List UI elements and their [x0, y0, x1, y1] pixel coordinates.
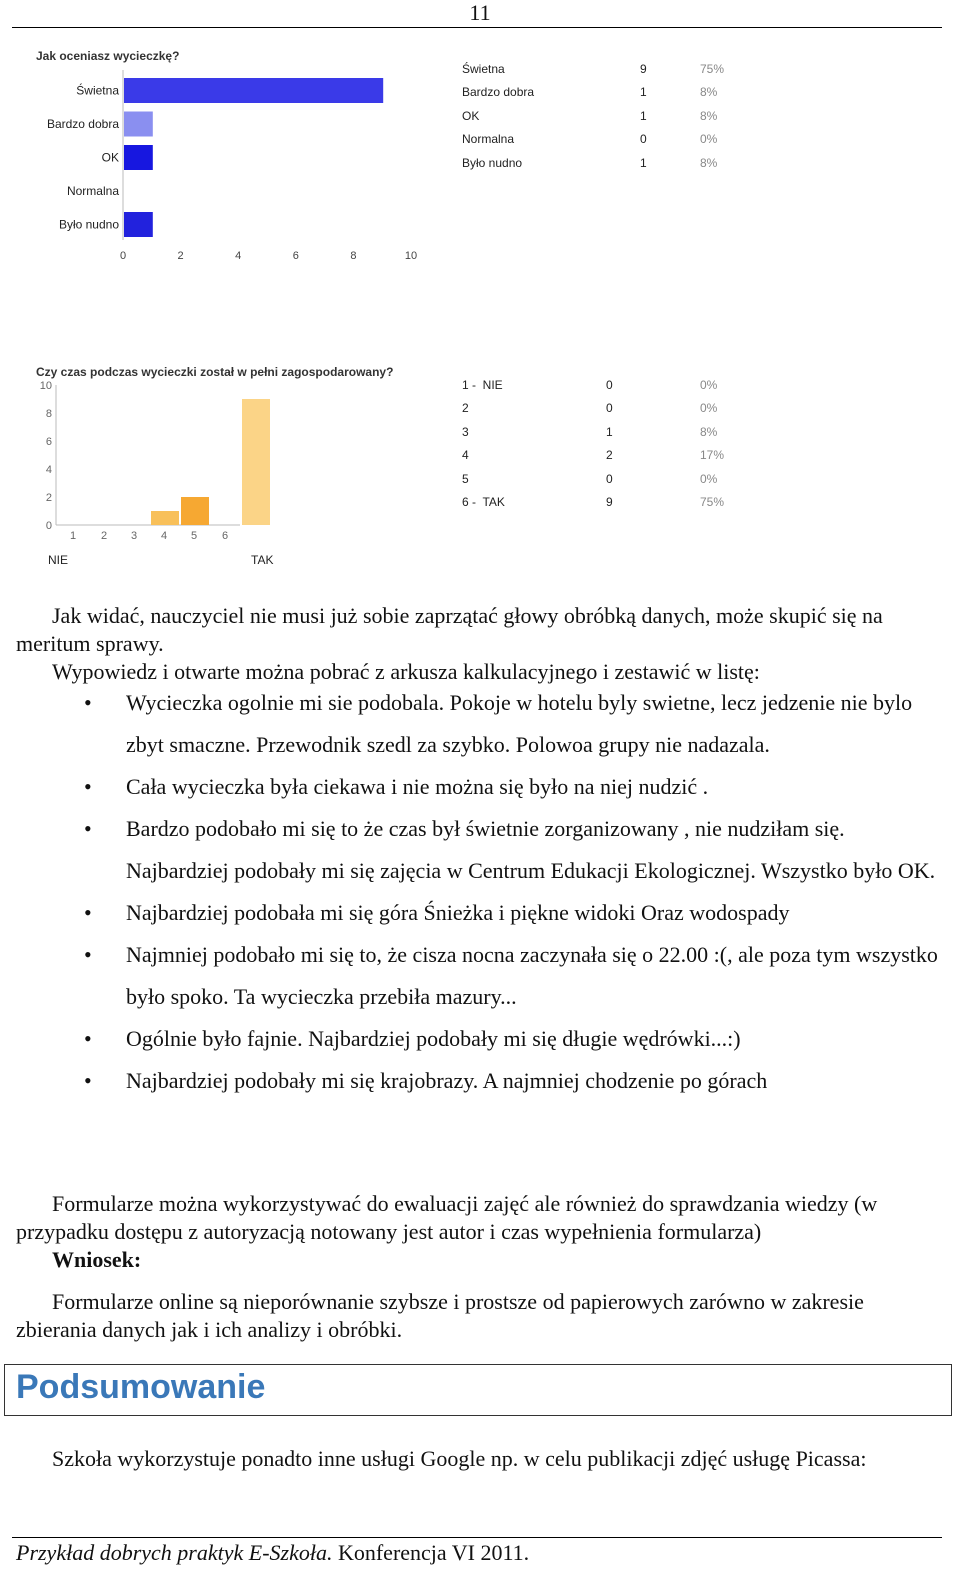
chart2-bar — [181, 497, 209, 525]
chart1-tick-label: 2 — [177, 250, 184, 262]
chart1-table-count: 9 — [640, 62, 647, 76]
chart2-x-tick-label: 5 — [190, 530, 198, 542]
chart1-table-percent: 8% — [700, 155, 718, 170]
bullet-icon: • — [84, 1026, 92, 1051]
chart2-table-percent: 0% — [700, 471, 718, 486]
chart2-y-tick-label: 2 — [45, 492, 52, 504]
chart2-y-tick-label: 4 — [45, 464, 52, 476]
bullet-icon: • — [84, 942, 92, 967]
chart1-table-percent: 75% — [700, 62, 725, 76]
bullet-icon: • — [84, 1068, 92, 1093]
list-item-text: Najbardziej podobała mi się góra Śnieżka i piękne widoki Oraz wodospady — [126, 900, 790, 925]
bullet-icon: • — [84, 816, 92, 841]
header-rule — [12, 27, 942, 28]
chart1-svg — [0, 60, 440, 280]
list-item — [12, 1018, 942, 1060]
chart2-table-count: 2 — [606, 448, 613, 463]
chart2-y-tick-label: 10 — [39, 380, 52, 392]
chart1-bar — [124, 78, 383, 103]
chart2-table-row — [462, 495, 762, 518]
chart1-category-label: Było nudno — [58, 217, 119, 232]
chart1-table-row — [462, 156, 762, 179]
chart1-table-percent: 8% — [700, 108, 718, 123]
chart2-table-percent: 0% — [700, 401, 718, 416]
chart1-table — [462, 62, 762, 179]
bullet-icon: • — [84, 900, 92, 925]
chart2-y-tick-label: 6 — [45, 436, 52, 448]
chart1-category-label: Normalna — [66, 184, 119, 198]
chart1-table-percent: 8% — [700, 85, 718, 100]
chart2-table-count: 1 — [606, 424, 613, 439]
footer — [16, 1540, 529, 1566]
chart2-table-count: 0 — [606, 401, 613, 416]
list-item-text: Najmniej podobało mi się to, że cisza nocna zaczynała się o 22.00 :(, ale poza tym wszystko było spoko. Ta wycieczka przebiła mazury... — [126, 942, 938, 1009]
chart2-end-label-high: TAK — [251, 553, 274, 567]
chart1-table-row — [462, 132, 762, 155]
chart1-table-label: OK — [462, 108, 480, 123]
chart1-table-row — [462, 109, 762, 132]
chart2-table-label: 5 — [462, 471, 469, 486]
chart2-table-label: 2 — [462, 401, 469, 416]
chart2-table-row — [462, 448, 762, 471]
chart2-bar — [151, 511, 179, 525]
chart2-table-percent: 0% — [700, 378, 718, 392]
chart2-x-tick-label: 2 — [100, 530, 108, 542]
chart1-table-label: Świetna — [462, 62, 505, 76]
chart2-table-count: 0 — [606, 378, 613, 392]
chart2-table-percent: 8% — [700, 424, 718, 439]
chart2-table-percent: 17% — [700, 448, 725, 463]
chart1-table-count: 1 — [640, 108, 647, 123]
chart2-table-label: 4 — [462, 448, 469, 463]
list-item-text: Najbardziej podobały mi się krajobrazy. A najmniej chodzenie po górach — [126, 1068, 768, 1093]
chart1-tick-label: 6 — [292, 250, 299, 262]
chart1-bar — [124, 212, 153, 237]
chart2-x-tick-label: 4 — [160, 530, 168, 542]
list-item — [12, 766, 942, 808]
chart1-title: Jak oceniasz wycieczkę? — [36, 49, 180, 63]
chart1-category-label: Bardzo dobra — [46, 117, 119, 131]
chart2-end-label-low: NIE — [48, 553, 69, 567]
chart2-table-count: 0 — [606, 471, 613, 486]
chart1-table-row — [462, 85, 762, 108]
bullet-icon: • — [84, 774, 92, 799]
chart2-svg — [0, 375, 300, 575]
chart2-table-label: 3 — [462, 424, 469, 439]
chart1-table-count: 1 — [640, 85, 647, 100]
chart2-table-row — [462, 472, 762, 495]
chart2-table-count: 9 — [606, 494, 613, 509]
paragraph-summary: Szkoła wykorzystuje ponadto inne usługi Google np. w celu publikacji zdjęć usługę Picassa: — [52, 1446, 867, 1471]
section-heading: Podsumowanie — [16, 1368, 266, 1406]
chart1-tick-label: 0 — [119, 250, 127, 262]
list-item — [12, 892, 942, 934]
footer-rule — [12, 1537, 942, 1538]
list-item — [12, 808, 942, 892]
paragraph-list-intro: Wypowiedz i otwarte można pobrać z arkusza kalkulacyjnego i zestawić w listę: — [52, 659, 760, 684]
chart2-x-tick-label: 3 — [130, 530, 138, 542]
chart2-table-label: 1 - NIE — [462, 378, 503, 392]
chart1-table-label: Bardzo dobra — [462, 85, 535, 100]
chart1-table-row — [462, 62, 762, 85]
footer-italic: Przykład dobrych praktyk E-Szkoła. — [16, 1540, 333, 1565]
chart2-x-tick-label: 6 — [221, 530, 229, 542]
chart1-bar — [124, 145, 153, 170]
chart2-bar — [242, 399, 270, 525]
chart1-tick-label: 4 — [235, 250, 242, 262]
chart2-table-row — [462, 378, 762, 401]
chart2-y-tick-label: 0 — [45, 520, 52, 532]
paragraph-intro: Jak widać, nauczyciel nie musi już sobie zaprzątać głowy obróbką danych, może skupić się na meritum sprawy. — [16, 603, 883, 656]
list-item-text: Bardzo podobało mi się to że czas był świetnie zorganizowany , nie nudziłam się. Najbardziej podobały mi się zajęcia w Centrum Edukacji Ekologicznej. Wszystko było OK. — [126, 816, 936, 883]
chart1-bar — [124, 112, 153, 137]
chart2-table — [462, 378, 762, 518]
paragraph-conclusion: Formularze online są nieporównanie szybsze i prostsze od papierowych zarówno w zakresie zbierania danych jak i ich analizy i obróbki. — [16, 1289, 864, 1342]
chart2-table-row — [462, 425, 762, 448]
chart1-table-label: Normalna — [462, 132, 515, 147]
chart1-category-label: OK — [101, 150, 119, 165]
chart1-tick-label: 10 — [404, 250, 418, 262]
chart2-x-tick-label: 1 — [69, 530, 77, 542]
chart1-table-percent: 0% — [700, 132, 718, 147]
page-number: 11 — [469, 0, 491, 25]
chart2-table-percent: 75% — [700, 494, 725, 509]
paragraph-forms: Formularze można wykorzystywać do ewaluacji zajęć ale również do sprawdzania wiedzy (w przypadku dostępu z autoryzacją notowany jest autor i czas wypełnienia formularza) — [16, 1191, 878, 1244]
bullet-icon: • — [84, 690, 92, 715]
chart1-table-count: 1 — [640, 155, 647, 170]
chart2-title: Czy czas podczas wycieczki został w pełni zagospodarowany? — [36, 365, 394, 379]
responses-list — [12, 682, 942, 1102]
list-item-text: Ogólnie było fajnie. Najbardziej podobały mi się długie wędrówki...:) — [126, 1026, 741, 1051]
chart2-table-label: 6 - TAK — [462, 494, 505, 509]
chart1-table-count: 0 — [640, 132, 647, 147]
footer-normal: Konferencja VI 2011. — [332, 1540, 530, 1565]
conclusion-label: Wniosek: — [52, 1247, 142, 1272]
list-item — [12, 682, 942, 766]
chart1-category-label: Świetna — [76, 83, 119, 98]
list-item-text: Cała wycieczka była ciekawa i nie można się było na niej nudzić . — [126, 774, 709, 799]
list-item-text: Wycieczka ogolnie mi sie podobala. Pokoje w hotelu byly swietne, lecz jedzenie nie bylo zbyt smaczne. Przewodnik szedl za szybko. Polowoa grupy nie nadazala. — [126, 690, 913, 757]
chart1-tick-label: 8 — [350, 250, 357, 262]
chart2-y-tick-label: 8 — [45, 408, 52, 420]
list-item — [12, 1060, 942, 1102]
list-item — [12, 934, 942, 1018]
chart1-table-label: Było nudno — [462, 155, 523, 170]
chart2-table-row — [462, 401, 762, 424]
